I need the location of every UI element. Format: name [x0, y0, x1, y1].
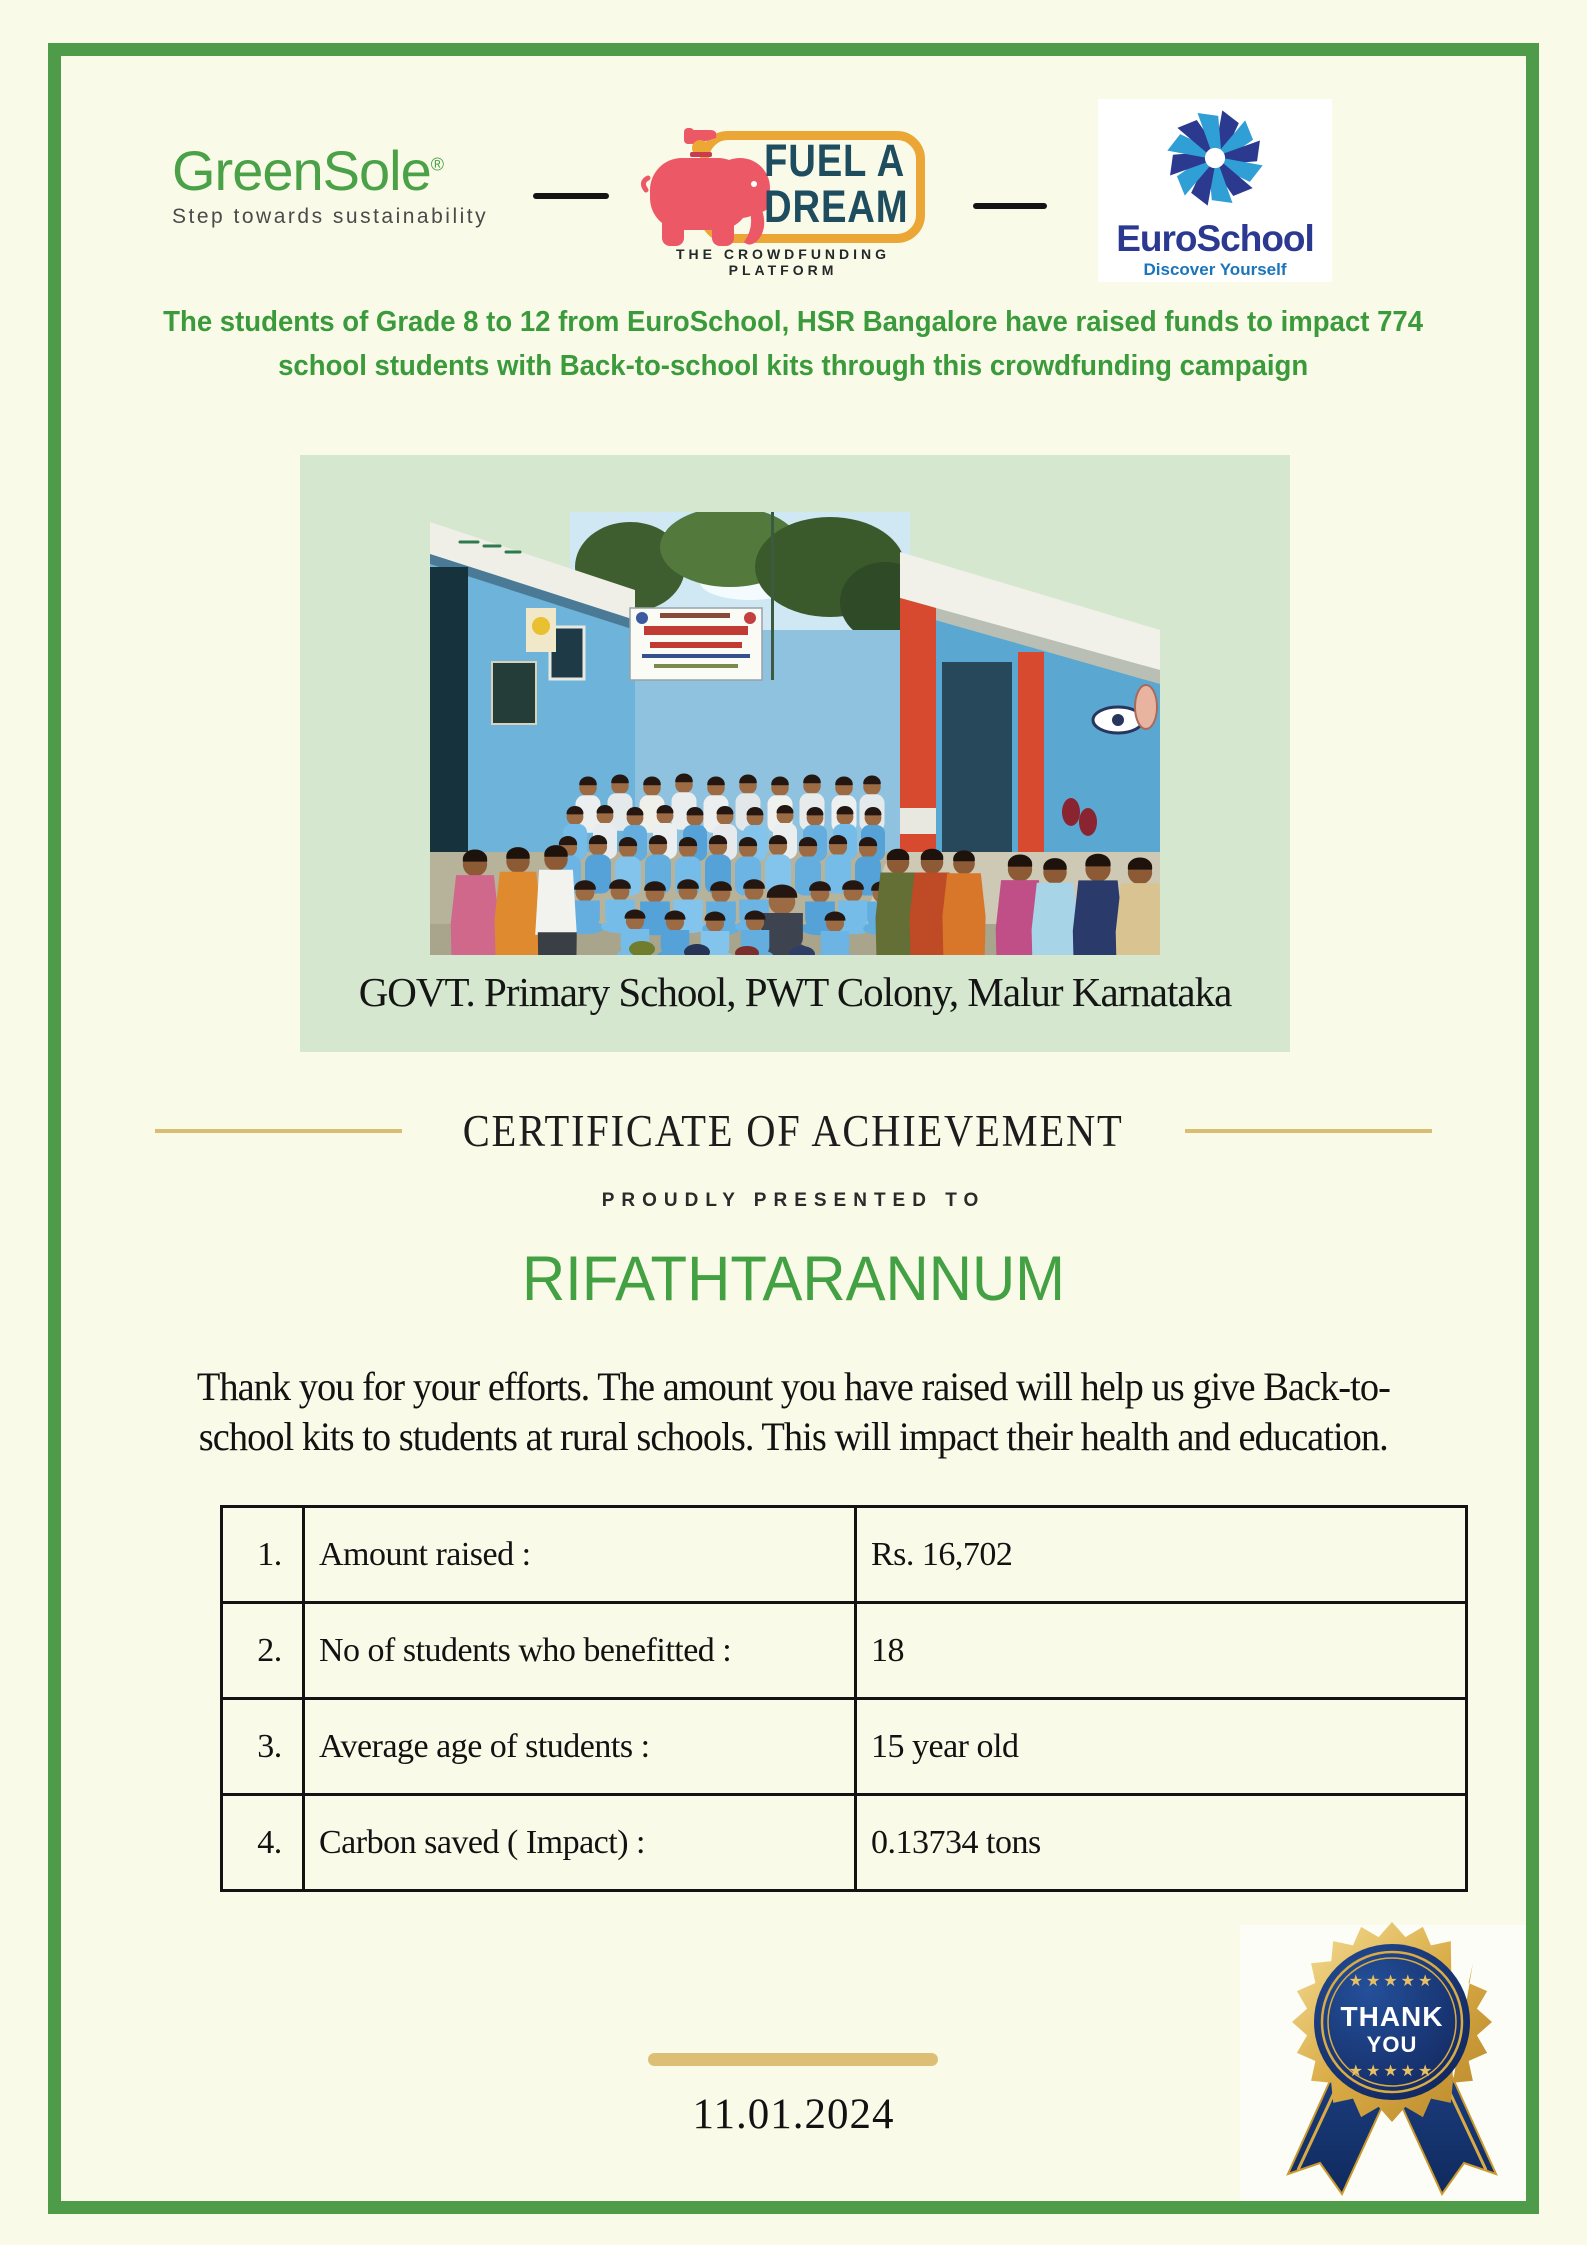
euroschool-star-icon [1156, 103, 1274, 213]
table-row [222, 1603, 1467, 1699]
euroschool-tagline: Discover Yourself [1143, 260, 1287, 279]
row-value: 0.13734 tons [856, 1795, 1467, 1891]
row-label: Average age of students : [304, 1699, 856, 1795]
fad-tagline: THE CROWDFUNDING PLATFORM [675, 246, 891, 278]
row-number: 1. [222, 1507, 304, 1603]
greensole-tagline: Step towards sustainability [172, 205, 489, 228]
sign-board [630, 608, 762, 680]
flag-pole [771, 512, 774, 680]
thank-you-message: Thank you for your efforts. The amount you have raised will help us give Back-to- school kits to students at rural schools. This will impact their health and education. [196, 1364, 1391, 1459]
greensole-wordmark: GreenSole® [172, 139, 443, 202]
row-value: 18 [856, 1603, 1467, 1699]
separator-dash-icon [973, 203, 1047, 209]
impact-table [220, 1505, 1468, 1892]
separator-dash-icon [533, 193, 609, 199]
row-number: 4. [222, 1795, 304, 1891]
row-value: 15 year old [856, 1699, 1467, 1795]
gold-line-right [1185, 1129, 1432, 1133]
presented-to-label: PROUDLY PRESENTED TO [601, 1190, 986, 1211]
awardee-name: RIFATHTARANNUM [521, 1244, 1066, 1314]
row-label: Carbon saved ( Impact) : [304, 1795, 856, 1891]
table-row [222, 1507, 1467, 1603]
euroschool-logo [1098, 99, 1332, 282]
badge-stars-top: ★★★★★ [1348, 1973, 1436, 1990]
certificate-title-row [0, 1105, 1587, 1157]
photo-card [300, 455, 1290, 1052]
euroschool-wordmark: EuroSchool [1116, 218, 1314, 259]
photo-caption: GOVT. Primary School, PWT Colony, Malur Karnataka [358, 969, 1232, 1015]
gold-line-left [155, 1129, 402, 1133]
badge-line2: YOU [1366, 2032, 1418, 2057]
date-underline [648, 2053, 938, 2066]
date-text: 11.01.2024 [692, 2091, 895, 2138]
thank-you-badge [1262, 1917, 1522, 2217]
school-photo [430, 512, 1160, 955]
table-row [222, 1699, 1467, 1795]
greensole-logo [172, 138, 512, 229]
table-row [222, 1795, 1467, 1891]
row-number: 3. [222, 1699, 304, 1795]
badge-line1: THANK [1340, 2001, 1444, 2032]
fad-wordmark: FUEL A DREAM [764, 135, 909, 232]
registered-mark-icon: ® [430, 154, 443, 175]
row-label: Amount raised : [304, 1507, 856, 1603]
intro-text: The students of Grade 8 to 12 from EuroSchool, HSR Bangalore have raised funds to impact 774 school students with Back-to-school kits through this crowdfunding campaign [163, 306, 1424, 382]
certificate-title: CERTIFICATE OF ACHIEVEMENT [463, 1106, 1124, 1156]
row-number: 2. [222, 1603, 304, 1699]
row-value: Rs. 16,702 [856, 1507, 1467, 1603]
row-label: No of students who benefitted : [304, 1603, 856, 1699]
right-building [900, 552, 1160, 855]
badge-stars-bottom: ★★★★★ [1348, 2063, 1436, 2080]
